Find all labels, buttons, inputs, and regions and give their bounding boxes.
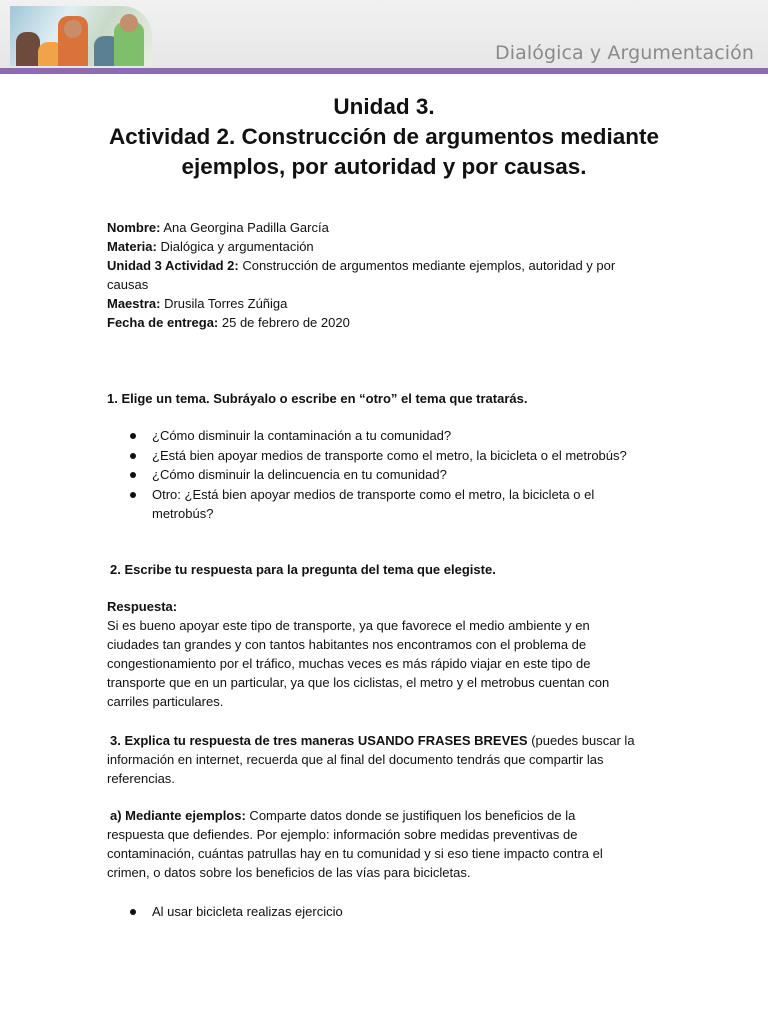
qa-bullet-1 [130,902,670,922]
bullet-icon [130,472,136,478]
info-materia-label: Materia: [107,239,157,254]
q3-heading-line-3: referencias. [107,771,175,786]
q1-option-2 [130,446,670,466]
info-fecha-label: Fecha de entrega: [107,315,219,330]
info-maestra [107,294,667,313]
title-line-2: Actividad 2. Construcción de argumentos mediante [108,124,660,149]
q2-answer-label: Respuesta: [107,599,178,614]
q1-option-text: ¿Cómo disminuir la delincuencia en tu comunidad? [152,467,447,482]
info-nombre-label: Nombre: [107,220,161,235]
info-maestra-label: Maestra: [107,296,161,311]
q3-heading-rest: (puedes buscar la [527,733,635,748]
q2-answer-line: carriles particulares. [107,694,224,709]
q1-heading: 1. Elige un tema. Subráyalo o escribe en “otro” el tema que tratarás. [107,391,528,406]
q2-answer-line: congestionamiento por el tráfico, muchas veces es más rápido viajar en este tipo de [107,656,591,671]
qa-block [107,806,667,882]
info-materia [107,237,667,256]
q3-heading-bold: 3. Explica tu respuesta de tres maneras USANDO FRASES BREVES [110,733,528,748]
students-photo [10,6,152,66]
q2-answer-line: Si es bueno apoyar este tipo de transporte, ya que favorece el medio ambiente y en [107,618,590,633]
qa-bullets [130,902,670,922]
course-brand: Dialógica y Argumentación [494,42,754,64]
q1-option-text: ¿Cómo disminuir la contaminación a tu comunidad? [152,428,452,443]
bullet-icon [130,433,136,439]
info-materia-value: Dialógica y argumentación [156,239,314,254]
info-nombre-value: Ana Georgina Padilla García [160,220,329,235]
info-unidad-value: Construcción de argumentos mediante ejemplos, autoridad y por [238,258,616,273]
q1-option-text: ¿Está bien apoyar medios de transporte como el metro, la bicicleta o el metrobús? [152,447,627,463]
q3-heading-line-1 [107,731,667,750]
qa-line-1-rest: Comparte datos donde se justifiquen los beneficios de la [245,808,576,823]
info-block [107,218,667,332]
q1-option-3 [130,465,670,485]
info-unidad-label: Unidad 3 Actividad 2: [107,258,239,273]
header-divider [0,68,768,74]
q1-option-1 [130,426,670,446]
qa-line: contaminación, cuántas patrullas hay en tu comunidad y si eso tiene impacto contra el [107,846,603,861]
q3-heading-line-2: información en internet, recuerda que al final del documento tendrás que compartir las [107,752,604,767]
q1-other-line-1: Otro: ¿Está bien apoyar medios de transporte como el metro, la bicicleta o el [152,486,595,502]
info-maestra-value: Drusila Torres Zúñiga [160,296,288,311]
bullet-icon [130,492,136,498]
page-title [100,92,668,182]
q1-option-other [130,485,670,524]
q1-options [130,426,670,524]
qa-line-1 [107,806,667,825]
q1-other-line-2: metrobús? [152,506,214,521]
title-line-1: Unidad 3. [333,94,435,119]
header-banner [0,0,768,68]
q3-heading [107,731,667,788]
bullet-icon [130,453,136,459]
q2-answer-line: transporte que en un particular, ya que los ciclistas, el metro y el metrobus cuentan con [107,675,610,690]
info-fecha-value: 25 de febrero de 2020 [218,315,350,330]
qa-line: respuesta que defiendes. Por ejemplo: información sobre medidas preventivas de [107,827,578,842]
q2-answer-line: ciudades tan grandes y con tantos habitantes nos encontramos con el problema de [107,637,587,652]
bullet-icon [130,909,136,915]
info-nombre [107,218,667,237]
qa-line: crimen, o datos sobre los beneficios de las vías para bicicletas. [107,865,471,880]
info-fecha [107,313,667,332]
info-unidad-cont: causas [107,277,149,292]
info-unidad [107,256,667,275]
q2-answer [107,597,667,711]
qa-label: a) Mediante ejemplos: [110,808,246,823]
qa-bullet-text: Al usar bicicleta realizas ejercicio [152,904,343,919]
q2-heading: 2. Escribe tu respuesta para la pregunta del tema que elegiste. [110,562,496,577]
title-line-3: ejemplos, por autoridad y por causas. [181,154,587,179]
